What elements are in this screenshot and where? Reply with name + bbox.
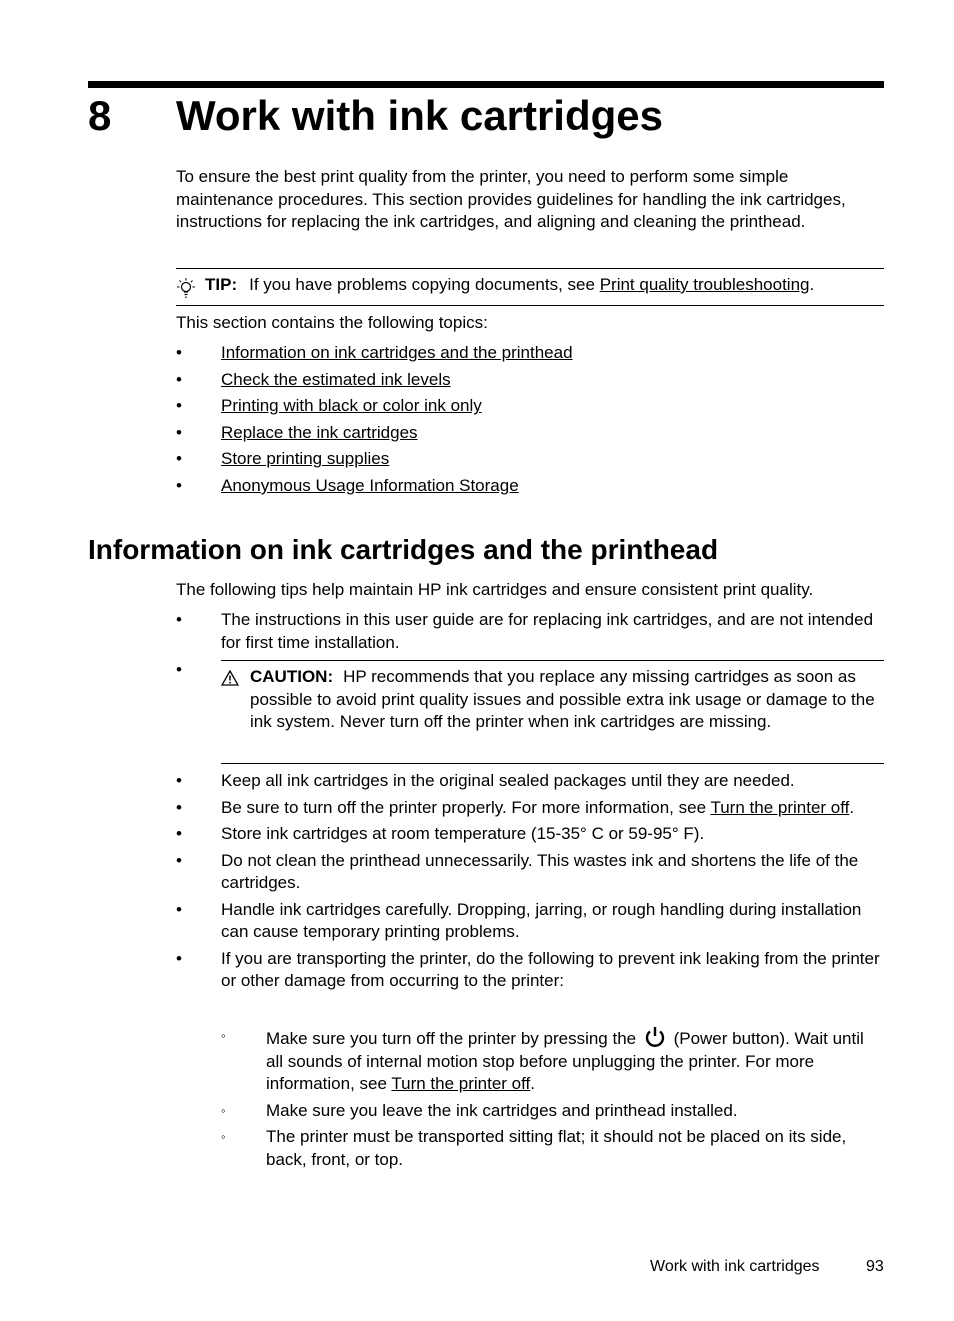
- power-icon: [643, 1025, 667, 1049]
- bullet: •: [176, 343, 182, 362]
- item-text: Store ink cartridges at room temperature (15-35° C or 59-95° F).: [221, 824, 705, 843]
- list-item: [176, 369, 884, 396]
- list-item: [176, 422, 884, 449]
- bullet: •: [176, 771, 182, 790]
- bullet: •: [176, 449, 182, 469]
- item-text: Be sure to turn off the printer properly. For more information, see: [221, 797, 711, 817]
- tips-list: [176, 609, 884, 654]
- list-item: [176, 850, 884, 895]
- item-text: Keep all ink cartridges in the original sealed packages until they are needed.: [221, 771, 795, 790]
- item-text-cont: (Power button). Wait until all sounds of internal motion stop before unplugging the printer. For more information, see: [266, 1029, 864, 1093]
- item-end: .: [530, 1074, 536, 1093]
- tip-label: TIP:: [205, 275, 238, 294]
- chapter-title: Work with ink cartridges: [176, 92, 663, 139]
- caution-label: CAUTION:: [250, 667, 334, 686]
- list-item: [176, 448, 884, 475]
- caution-box: [221, 660, 884, 764]
- tip-text: [205, 274, 814, 297]
- topic-link[interactable]: Store printing supplies: [221, 449, 390, 469]
- sub-bullet: ◦: [221, 1102, 226, 1118]
- item-text: The instructions in this user guide are for replacing ink cartridges, and are not intended for first time installation.: [221, 610, 874, 652]
- bullet: •: [176, 610, 182, 629]
- tip-end: .: [809, 275, 815, 294]
- bullet: •: [176, 475, 182, 495]
- topics-list: [176, 342, 884, 502]
- topic-link[interactable]: Replace the ink cartridges: [221, 422, 418, 442]
- item-end: .: [849, 797, 855, 817]
- sub-bullet: ◦: [221, 1028, 226, 1043]
- intro-paragraph: To ensure the best print quality from the printer, you need to perform some simple maintenance procedures. This section provides guidelines for handling the ink cartridges, instructions for replacing the ink cartridges, and aligning and cleaning the printhead.: [176, 167, 846, 231]
- section-title: Information on ink cartridges and the printhead: [88, 534, 719, 565]
- bullet: •: [176, 369, 182, 389]
- bullet: •: [176, 948, 182, 968]
- topic-link[interactable]: Anonymous Usage Information Storage: [221, 475, 519, 495]
- chapter-heading: [88, 88, 884, 144]
- list-item: [176, 899, 884, 944]
- warning-icon: [221, 670, 239, 686]
- item-text: The printer must be transported sitting flat; it should not be placed on its side, back, front, or top.: [266, 1127, 847, 1169]
- topics-intro: This section contains the following topics:: [176, 313, 488, 332]
- link-print-quality-troubleshooting[interactable]: Print quality troubleshooting: [599, 275, 810, 294]
- link-turn-printer-off[interactable]: Turn the printer off: [391, 1074, 531, 1093]
- bullet: •: [176, 899, 182, 919]
- topic-link[interactable]: Information on ink cartridges and the printhead: [221, 343, 573, 362]
- list-item: [176, 948, 884, 993]
- chapter-rule: [88, 81, 884, 88]
- sub-bullet: ◦: [221, 1129, 226, 1144]
- item-text: Do not clean the printhead unnecessarily. This wastes ink and shortens the life of the cartridges.: [221, 850, 859, 892]
- list-item: [221, 1025, 884, 1096]
- caution-body: HP recommends that you replace any missing cartridges as soon as possible to avoid print quality issues and possible extra ink usage or damage to the ink system. Never turn off the printer when ink cartridges are missing.: [250, 667, 875, 731]
- section-intro: The following tips help maintain HP ink cartridges and ensure consistent print quality.: [176, 580, 814, 599]
- list-item: [176, 342, 884, 369]
- footer-title: Work with ink cartridges: [650, 1258, 820, 1275]
- list-item: [221, 1126, 884, 1171]
- transport-sublist: [221, 1025, 884, 1175]
- caution-text: [250, 666, 886, 734]
- bullet: •: [176, 396, 182, 416]
- list-item: [176, 609, 884, 654]
- list-item: [176, 770, 884, 793]
- bullet: •: [176, 824, 182, 843]
- topic-link[interactable]: Check the estimated ink levels: [221, 369, 451, 389]
- tips-list-continued: [176, 770, 884, 997]
- bullet: •: [176, 660, 182, 679]
- chapter-intro: [176, 166, 876, 234]
- tip-box: [176, 268, 884, 306]
- link-turn-printer-off[interactable]: Turn the printer off: [710, 797, 850, 817]
- bullet: •: [176, 797, 182, 817]
- lightbulb-icon: [176, 277, 196, 299]
- item-text: If you are transporting the printer, do the following to prevent ink leaking from the printer or other damage from occurring to the printer:: [221, 948, 880, 990]
- item-text: Make sure you leave the ink cartridges and printhead installed.: [266, 1100, 738, 1120]
- chapter-number: 8: [88, 92, 112, 139]
- tip-body: If you have problems copying documents, see: [249, 275, 600, 294]
- bullet: •: [176, 850, 182, 870]
- list-item: [176, 395, 884, 422]
- item-text: Handle ink cartridges carefully. Dropping, jarring, or rough handling during installation can cause temporary printing problems.: [221, 899, 862, 941]
- page-number: 93: [866, 1258, 884, 1275]
- bullet: •: [176, 422, 182, 442]
- item-text: Make sure you turn off the printer by pressing the: [266, 1029, 641, 1048]
- topic-link[interactable]: Printing with black or color ink only: [221, 396, 482, 416]
- list-item: [176, 823, 884, 846]
- list-item: [176, 475, 884, 502]
- list-item: [176, 797, 884, 820]
- list-item: [221, 1100, 884, 1123]
